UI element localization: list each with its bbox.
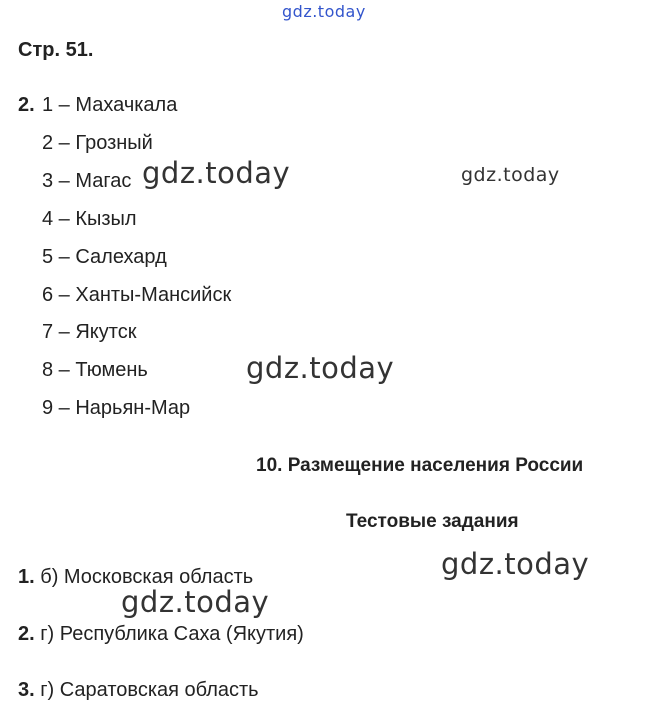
watermark-top: gdz.today: [282, 2, 366, 21]
watermark: gdz.today: [441, 547, 590, 581]
list-item: 8 – Тюмень: [42, 359, 148, 381]
list-item: 1 – Махачкала: [42, 94, 178, 116]
watermark: gdz.today: [121, 585, 270, 619]
task-number: 2.: [18, 94, 35, 116]
section-title: 10. Размещение населения России: [256, 455, 584, 476]
answer-text: г) Республика Саха (Якутия): [40, 623, 304, 645]
answer-text: г) Саратовская область: [40, 679, 259, 701]
answer-row: [18, 565, 253, 589]
list-item: 6 – Ханты-Мансийск: [42, 284, 232, 306]
list-item: 4 – Кызыл: [42, 208, 137, 230]
page-reference: Стр. 51.: [18, 39, 94, 61]
watermark: gdz.today: [142, 156, 291, 190]
list-item: 2 – Грозный: [42, 132, 153, 154]
watermark: gdz.today: [246, 351, 395, 385]
list-item: 3 – Магас: [42, 170, 132, 192]
answer-number: 2.: [18, 623, 35, 645]
watermark: gdz.today: [461, 164, 560, 186]
answer-text: б) Московская область: [40, 566, 254, 588]
subsection-title: Тестовые задания: [346, 511, 519, 532]
answer-row: [18, 678, 259, 702]
answer-number: 3.: [18, 679, 35, 701]
answer-row: [18, 622, 304, 646]
list-item: 7 – Якутск: [42, 321, 137, 343]
answer-number: 1.: [18, 566, 35, 588]
list-item: 9 – Нарьян-Мар: [42, 397, 191, 419]
list-item: 5 – Салехард: [42, 246, 167, 268]
